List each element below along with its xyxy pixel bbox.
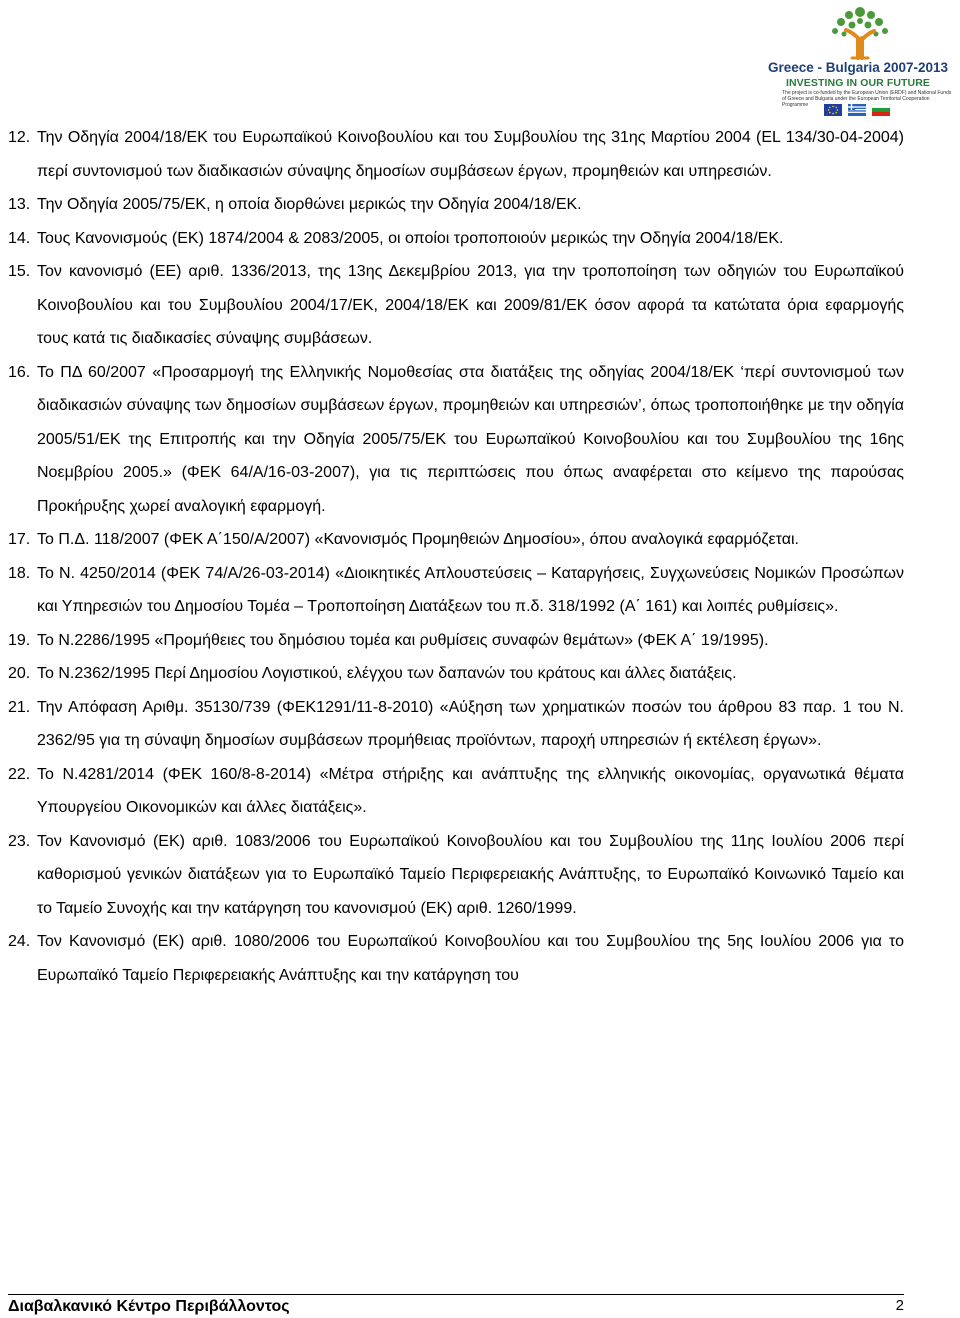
- item-number: 13.: [8, 196, 31, 213]
- item-text: Την Οδηγία 2005/75/ΕΚ, η οποία διορθώνει μερικώς την Οδηγία 2004/18/ΕΚ.: [37, 196, 582, 213]
- item-number: 23.: [8, 832, 31, 850]
- item-text: Το Ν.4281/2014 (ΦΕΚ 160/8-8-2014) «Μέτρα στήριξης και ανάπτυξης της ελληνικής οικονομίας, οργανωτικά θέματα Υπουργείου Οικονομικών και άλλες διατάξεις».: [37, 765, 904, 816]
- programme-logo: [760, 4, 956, 116]
- list-item: [8, 825, 904, 926]
- list-item: [8, 523, 904, 557]
- list-item: [8, 356, 904, 524]
- item-number: 21.: [8, 698, 31, 716]
- item-number: 22.: [8, 765, 31, 783]
- list-item: [8, 222, 904, 256]
- item-number: 19.: [8, 631, 31, 649]
- item-text: Τους Κανονισμούς (ΕΚ) 1874/2004 & 2083/2005, οι οποίοι τροποποιούν μερικώς την Οδηγία 2004/18/ΕΚ.: [37, 229, 784, 247]
- list-item: [8, 255, 904, 356]
- item-text: Το Ν.2286/1995 «Προμήθειες του δημόσιου τομέα και ρυθμίσεις συναφών θεμάτων» (ΦΕΚ Α΄ 19/1995).: [37, 631, 769, 649]
- list-item: [8, 691, 904, 758]
- list-item: [8, 557, 904, 624]
- item-number: 20.: [8, 665, 31, 682]
- item-text: Την Οδηγία 2004/18/ΕΚ του Ευρωπαϊκού Κοινοβουλίου και του Συμβουλίου της 31ης Μαρτίου 2004 (EL 134/30-04-2004) περί συντονισμού των διαδικασιών σύναψης δημοσίων συμβάσεων έργων, προμηθειών και υπηρεσιών.: [37, 129, 904, 180]
- list-item: [8, 925, 904, 992]
- page-number: 2: [895, 1297, 904, 1314]
- item-number: 12.: [8, 129, 31, 146]
- item-number: 16.: [8, 363, 31, 381]
- item-text: Τον Κανονισμό (ΕΚ) αριθ. 1080/2006 του Ευρωπαϊκού Κοινοβουλίου και του Συμβουλίου της 5ης Ιουλίου 2006 για το Ευρωπαϊκό Ταμείο Περιφερειακής Ανάπτυξης και την κατάργηση του: [37, 933, 904, 984]
- item-text: Το Π.Δ. 118/2007 (ΦΕΚ Α΄150/Α/2007) «Κανονισμός Προμηθειών Δημοσίου», όπου αναλογικά εφαρμόζεται.: [37, 531, 799, 548]
- tree-logo-icon: [822, 4, 898, 60]
- item-number: 17.: [8, 531, 31, 548]
- item-number: 18.: [8, 564, 31, 582]
- list-item: [8, 758, 904, 825]
- footer-organization: Διαβαλκανικό Κέντρο Περιβάλλοντος: [8, 1298, 290, 1315]
- item-number: 24.: [8, 933, 31, 950]
- logo-title: Greece - Bulgaria 2007-2013: [767, 60, 949, 75]
- item-text: Το Ν.2362/1995 Περί Δημοσίου Λογιστικού, ελέγχου των δαπανών του κράτους και άλλες διατάξεις.: [37, 665, 737, 682]
- item-text: Το ΠΔ 60/2007 «Προσαρμογή της Ελληνικής Νομοθεσίας στα διατάξεις της οδηγίας 2004/18/ΕΚ ‘περί συντονισμού των διαδικασιών σύναψης των δημοσίων συμβάσεων έργων, προμηθειών και υπηρεσιών’, όπως τροποποιήθηκε με την οδηγία 2005/51/ΕΚ της Επιτροπής και την Οδηγία 2005/75/ΕΚ του Ευρωπαϊκού Κοινοβουλίου και του Συμβουλίου της 16ης Νοεμβρίου 2005.» (ΦΕΚ 64/Α/16-03-2007), για τις περιπτώσεις που όπως αναφέρεται στο κείμενο της παρούσας Προκήρυξης χωρεί αναλογική εφαρμογή.: [37, 363, 904, 515]
- logo-funding-note: The project is co-funded by the European Union (ERDF) and National Funds of Greece and Bulgaria under the European Territorial Cooperation Programme: [782, 90, 952, 108]
- item-number: 15.: [8, 263, 31, 280]
- item-number: 14.: [8, 229, 31, 247]
- logo-slogan: INVESTING IN OUR FUTURE: [785, 77, 931, 89]
- list-item: [8, 657, 904, 691]
- legislation-list: [8, 121, 904, 992]
- item-text: Τον Κανονισμό (ΕΚ) αριθ. 1083/2006 του Ευρωπαϊκού Κοινοβουλίου και του Συμβουλίου της 11ης Ιουλίου 2006 περί καθορισμού γενικών διατάξεων για το Ευρωπαϊκό Ταμείο Περιφερειακής Ανάπτυξης, το Ευρωπαϊκό Κοινωνικό Ταμείο και το Ταμείο Συνοχής και την κατάργηση του κανονισμού (ΕΚ) αριθ. 1260/1999.: [37, 832, 904, 917]
- list-item: [8, 624, 904, 658]
- item-text: Την Απόφαση Αριθμ. 35130/739 (ΦΕΚ1291/11-8-2010) «Αύξηση των χρηματικών ποσών του άρθρου 83 παρ. 1 του Ν. 2362/95 για τη σύναψη δημοσίων συμβάσεων προμήθειας προϊόντων, παροχή υπηρεσιών ή εκτέλεση έργων».: [37, 698, 904, 749]
- list-item: [8, 188, 904, 222]
- list-item: [8, 121, 904, 188]
- flags-icon: [824, 104, 954, 116]
- item-text: Το Ν. 4250/2014 (ΦΕΚ 74/Α/26-03-2014) «Διοικητικές Απλουστεύσεις – Καταργήσεις, Συγχωνεύσεις Νομικών Προσώπων και Υπηρεσιών του Δημοσίου Τομέα – Τροποποίηση Διατάξεων του π.δ. 318/1992 (Α΄ 161) και λοιπές ρυθμίσεις».: [37, 564, 904, 615]
- footer-divider: [8, 1294, 904, 1295]
- item-text: Τον κανονισμό (ΕΕ) αριθ. 1336/2013, της 13ης Δεκεμβρίου 2013, για την τροποποίηση των οδηγιών του Ευρωπαϊκού Κοινοβουλίου και του Συμβουλίου 2004/17/ΕΚ, 2004/18/ΕΚ και 2009/81/ΕΚ όσον αφορά τα κατώτατα όρια εφαρμογής τους κατά τις διαδικασίες σύναψης συμβάσεων.: [37, 263, 904, 347]
